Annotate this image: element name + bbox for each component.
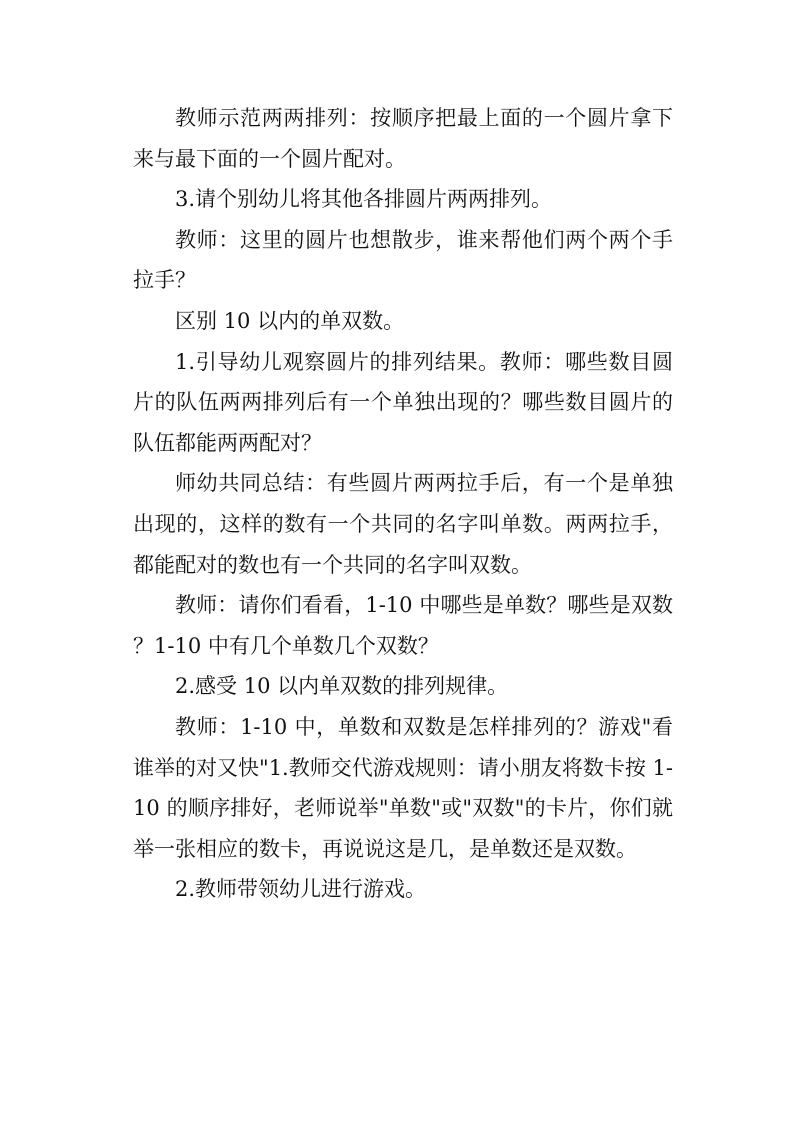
paragraph-pattern: 2.感受 10 以内单双数的排列规律。: [175, 674, 509, 699]
paragraph-game-play: 2.教师带领幼儿进行游戏。: [175, 877, 427, 902]
document-body: [133, 98, 673, 910]
paragraph-observe: 1.引导幼儿观察圆片的排列结果。教师：哪些数目圆片的队伍两两排列后有一个单独出现的？哪些数目圆片的队伍都能两两配对？: [133, 349, 673, 455]
paragraph-game-rules: 教师：1-10 中，单数和双数是怎样排列的？游戏"看谁举的对又快"1.教师交代游戏规则：请小朋友将数卡按 1-10 的顺序排好，老师说举"单数"或"双数"的卡片，你们就举一张相应的数卡，再说说这是几，是单数还是双数。: [133, 714, 673, 861]
paragraph-question: 教师：请你们看看，1-10 中哪些是单数？哪些是双数？1-10 中有几个单数几个双数？: [133, 593, 673, 658]
paragraph-step-3: 3.请个别幼儿将其他各排圆片两两排列。: [175, 187, 553, 212]
paragraph-section-heading: 区别 10 以内的单双数。: [175, 308, 405, 333]
paragraph-summary: 师幼共同总结：有些圆片两两拉手后，有一个是单独出现的，这样的数有一个共同的名字叫单数。两两拉手，都能配对的数也有一个共同的名字叫双数。: [133, 471, 673, 577]
paragraph-demo: 教师示范两两排列：按顺序把最上面的一个圆片拿下来与最下面的一个圆片配对。: [133, 106, 673, 171]
paragraph-teacher-walk: 教师：这里的圆片也想散步，谁来帮他们两个两个手拉手？: [133, 227, 673, 293]
